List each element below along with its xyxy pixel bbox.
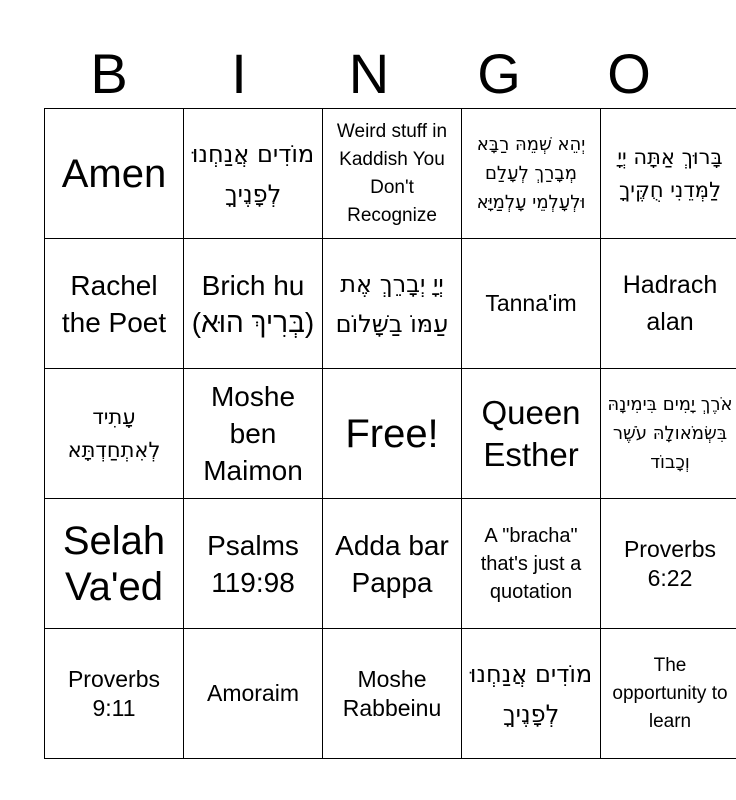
bingo-cell[interactable]	[462, 629, 601, 759]
cell-text: Free!	[345, 411, 439, 456]
cell-text: Psalms 119:98	[207, 529, 299, 598]
bingo-cell[interactable]	[45, 369, 184, 499]
cell-text: Selah Va'ed	[62, 518, 166, 609]
bingo-cell[interactable]	[323, 109, 462, 239]
cell-text: Adda bar Pappa	[335, 529, 449, 598]
cell-text: בָּרוּךְ אַתָּה יְיָ לַמְּדֵנִי חֻקֶּיךָ	[617, 144, 723, 202]
cell-text: The opportunity to learn	[612, 654, 728, 732]
board-row	[45, 499, 736, 629]
board-row	[45, 239, 736, 369]
cell-text: Hadrach alan	[622, 270, 718, 336]
bingo-cell[interactable]	[45, 629, 184, 759]
bingo-cell[interactable]	[462, 109, 601, 239]
bingo-cell[interactable]	[462, 239, 601, 369]
bingo-cell[interactable]	[323, 629, 462, 759]
cell-text: מוֹדִים אֲנַחְנוּ לְפָנֶיךָ	[469, 659, 593, 728]
bingo-cell[interactable]	[601, 369, 736, 499]
cell-text: Amen	[61, 151, 167, 196]
bingo-header	[44, 40, 694, 108]
header-letter-o: O	[607, 42, 651, 105]
header-letter-i: I	[231, 42, 247, 105]
bingo-cell[interactable]	[601, 629, 736, 759]
bingo-cell[interactable]	[323, 369, 462, 499]
bingo-cell[interactable]	[184, 239, 323, 369]
bingo-cell[interactable]	[184, 629, 323, 759]
board-row	[45, 629, 736, 759]
bingo-cell[interactable]	[462, 369, 601, 499]
bingo-cell[interactable]	[45, 239, 184, 369]
bingo-cell[interactable]	[323, 499, 462, 629]
cell-text: Rachel the Poet	[61, 269, 167, 338]
cell-text: Brich hu (בְּרִיךְ הוּא)	[191, 269, 315, 338]
cell-text: Proverbs 9:11	[67, 665, 161, 721]
cell-text: A "bracha" that's just a quotation	[480, 524, 582, 603]
cell-text: Moshe ben Maimon	[203, 381, 303, 486]
header-letter-b: B	[90, 42, 128, 105]
header-letter-g: G	[477, 42, 521, 105]
cell-text: יְהֵא שְׁמֵהּ רַבָּא מְבָרַךְ לְעָלַם וּלְעָלְמֵי עָלְמַיָּא	[476, 134, 586, 213]
cell-text: Moshe Rabbeinu	[342, 665, 442, 721]
board-row	[45, 369, 736, 499]
cell-text: Queen Esther	[481, 393, 581, 473]
bingo-cell[interactable]	[323, 239, 462, 369]
bingo-cell[interactable]	[462, 499, 601, 629]
bingo-board	[44, 108, 736, 759]
bingo-cell[interactable]	[45, 109, 184, 239]
bingo-cell[interactable]	[45, 499, 184, 629]
cell-text: Amoraim	[206, 680, 299, 706]
cell-text: Proverbs 6:22	[623, 535, 717, 591]
bingo-cell[interactable]	[184, 499, 323, 629]
cell-text: אֹרֶךְ יָמִים בִּימִינָהּ בִּשְׂמֹאולָהּ עֹשֶׁר וְכָבוֹד	[607, 394, 733, 473]
bingo-cell[interactable]	[601, 499, 736, 629]
bingo-cell[interactable]	[184, 109, 323, 239]
bingo-cell[interactable]	[601, 109, 736, 239]
cell-text: מוֹדִים אֲנַחְנוּ לְפָנֶיךָ	[191, 139, 315, 208]
bingo-cell[interactable]	[184, 369, 323, 499]
cell-text: Tanna'im	[485, 290, 577, 316]
header-letter-n: N	[348, 42, 390, 105]
cell-text: עָתִיד לְאִתְחַדְתָּא	[67, 404, 161, 462]
bingo-cell[interactable]	[601, 239, 736, 369]
cell-text: יְיָ יְבָרֵךְ אֶת עַמּוֹ בַשָּׁלוֹם	[335, 269, 449, 338]
board-row	[45, 109, 736, 239]
cell-text: Weird stuff in Kaddish You Don't Recognize	[336, 120, 448, 226]
